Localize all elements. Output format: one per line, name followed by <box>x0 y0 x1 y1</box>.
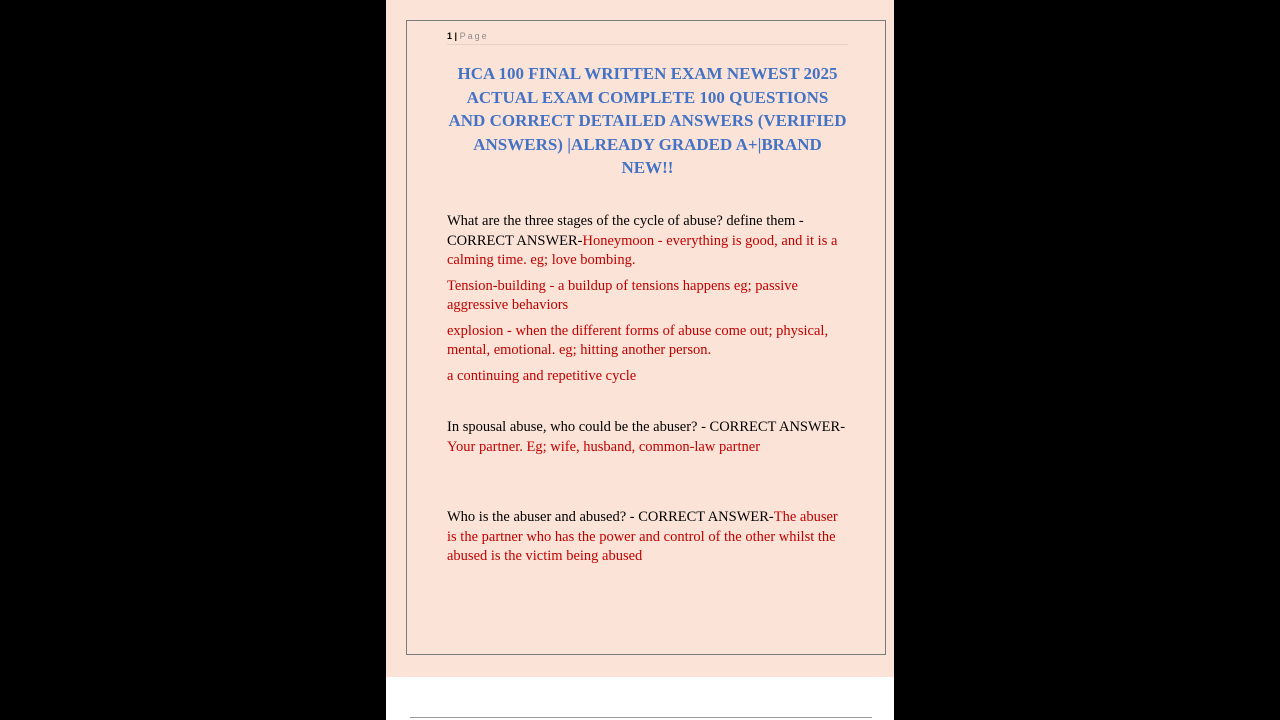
answer-text: Your partner. Eg; wife, husband, common-law partner <box>447 438 761 455</box>
document-title: HCA 100 FINAL WRITTEN EXAM NEWEST 2025 ACTUAL EXAM COMPLETE 100 QUESTIONS AND CORRECT DETAILED ANSWERS (VERIFIED ANSWERS) |ALREADY GRADED A+|BRAND NEW!! <box>448 64 847 178</box>
page-separator: | <box>454 31 458 41</box>
page-number: 1 <box>447 31 453 41</box>
answer-text: The abuser is the partner who has the power and control of the other whilst the abused is the victim being abused <box>447 509 838 564</box>
answer-text: Tension-building - a buildup of tensions happens eg; passive aggressive behaviors <box>447 277 798 313</box>
answer-text: a continuing and repetitive cycle <box>447 367 637 384</box>
answer-text: Honeymoon - everything is good, and it is a calming time. eg; love bombing. <box>447 232 838 268</box>
qa-item <box>447 418 847 457</box>
question-text: In spousal abuse, who could be the abuser? - CORRECT ANSWER- <box>447 419 846 435</box>
answer-text: explosion - when the different forms of abuse come out; physical, mental, emotional. eg; hitting another person. <box>447 322 829 358</box>
page-header <box>447 30 848 45</box>
answer-paragraph <box>447 367 847 387</box>
question-text: What are the three stages of the cycle of abuse? define them - CORRECT ANSWER- <box>447 213 804 249</box>
document-page <box>386 0 894 677</box>
qa-paragraph <box>447 418 847 457</box>
next-page-border <box>410 717 872 718</box>
answer-paragraph <box>447 322 847 361</box>
page-label: Page <box>459 31 489 41</box>
question-text: Who is the abuser and abused? - CORRECT ANSWER- <box>447 509 774 525</box>
answer-paragraph <box>447 277 847 316</box>
qa-item <box>447 212 847 386</box>
qa-paragraph <box>447 212 847 271</box>
document-viewer[interactable] <box>386 0 894 720</box>
qa-paragraph <box>447 508 847 567</box>
qa-item <box>447 508 847 567</box>
